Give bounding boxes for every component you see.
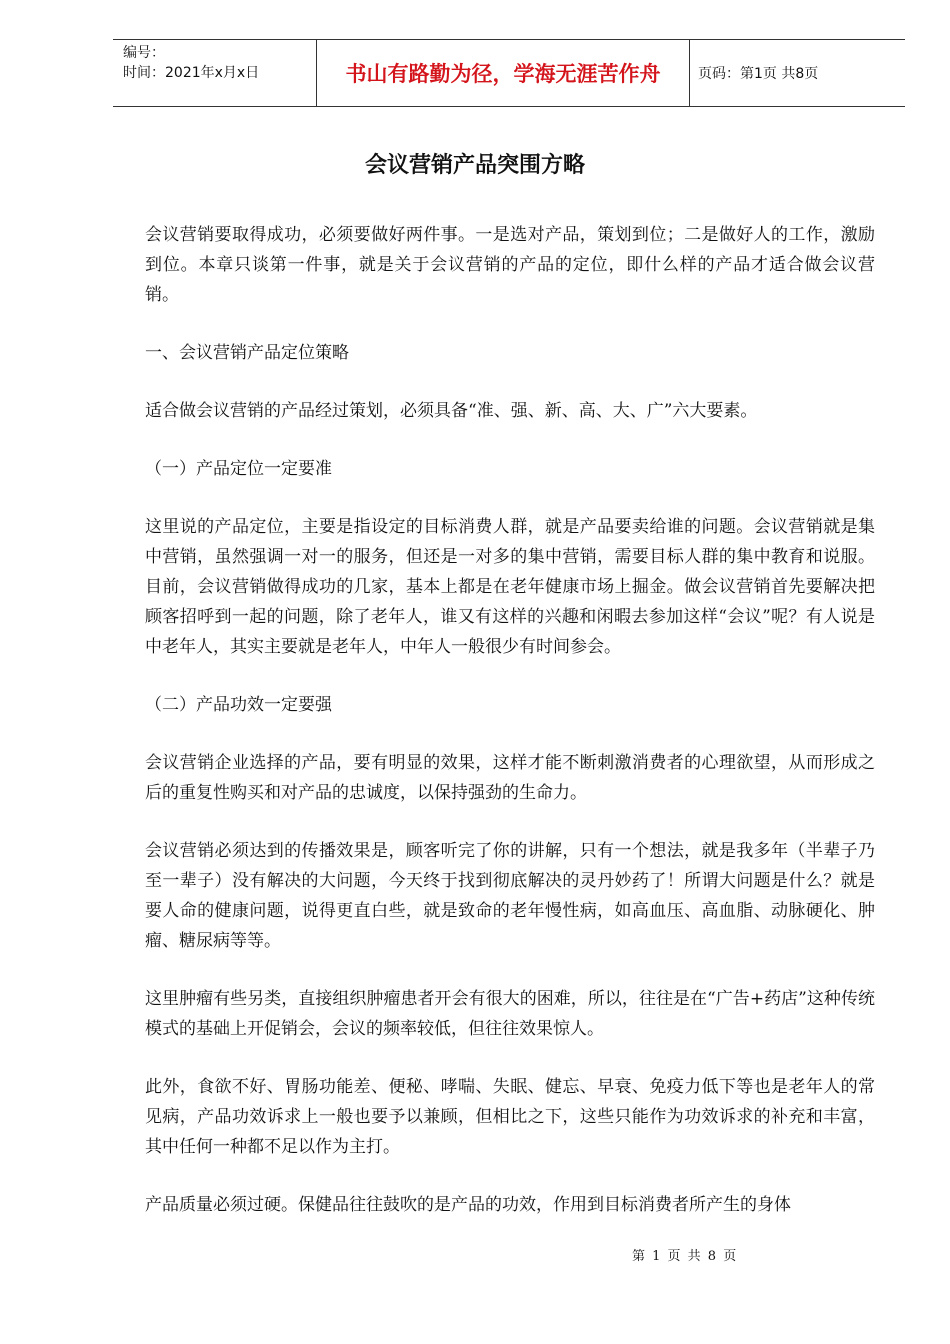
motto-cell: [316, 40, 690, 106]
paragraph: 这里说的产品定位，主要是指设定的目标消费人群，就是产品要卖给谁的问题。会议营销就是集中营销，虽然强调一对一的服务，但还是一对多的集中营销，需要目标人群的集中教育和说服。目前，会议营销做得成功的几家，基本上都是在老年健康市场上掘金。做会议营销首先要解决把顾客招呼到一起的问题，除了老年人，谁又有这样的兴趣和闲暇去参加这样“会议”呢？有人说是中老年人，其实主要就是老年人，中年人一般很少有时间参会。: [145, 517, 875, 657]
section-heading: 一、会议营销产品定位策略: [145, 343, 349, 363]
document-title: 会议营销产品突围方略: [364, 152, 585, 178]
document-header: [113, 39, 905, 107]
header-motto: 书山有路勤为径，学海无涯苦作舟: [345, 61, 661, 86]
document-body: [145, 220, 875, 1248]
number-label: 编号：: [123, 45, 165, 61]
header-page-info: 页码：第1页 共8页: [698, 66, 819, 82]
page-info-cell: [690, 40, 905, 106]
paragraph: 会议营销要取得成功，必须要做好两件事。一是选对产品，策划到位；二是做好人的工作，激励到位。本章只谈第一件事，就是关于会议营销的产品的定位，即什么样的产品才适合做会议营销。: [145, 225, 875, 305]
page-footer: 第 1 页 共 8 页: [632, 1249, 737, 1264]
header-meta-cell: [113, 40, 316, 106]
paragraph: 这里肿瘤有些另类，直接组织肿瘤患者开会有很大的困难，所以，往往是在“广告+药店”这种传统模式的基础上开促销会，会议的频率较低，但往往效果惊人。: [145, 989, 875, 1039]
paragraph: 会议营销企业选择的产品，要有明显的效果，这样才能不断刺激消费者的心理欲望，从而形成之后的重复性购买和对产品的忠诚度，以保持强劲的生命力。: [145, 753, 875, 803]
time-label: 时间：2021年x月x日: [123, 65, 260, 81]
subsection-heading: （一）产品定位一定要准: [145, 459, 332, 479]
paragraph: 会议营销必须达到的传播效果是，顾客听完了你的讲解，只有一个想法，就是我多年（半辈子乃至一辈子）没有解决的大问题，今天终于找到彻底解决的灵丹妙药了！所谓大问题是什么？就是要人命的健康问题，说得更直白些，就是致命的老年慢性病，如高血压、高血脂、动脉硬化、肿瘤、糖尿病等等。: [145, 841, 875, 951]
paragraph: 适合做会议营销的产品经过策划，必须具备“准、强、新、高、大、广”六大要素。: [145, 401, 758, 421]
subsection-heading: （二）产品功效一定要强: [145, 695, 332, 715]
paragraph: 此外，食欲不好、胃肠功能差、便秘、哮喘、失眠、健忘、早衰、免疫力低下等也是老年人的常见病，产品功效诉求上一般也要予以兼顾，但相比之下，这些只能作为功效诉求的补充和丰富，其中任何一种都不足以作为主打。: [145, 1077, 875, 1157]
paragraph: 产品质量必须过硬。保健品往往鼓吹的是产品的功效，作用到目标消费者所产生的身体: [145, 1195, 791, 1215]
